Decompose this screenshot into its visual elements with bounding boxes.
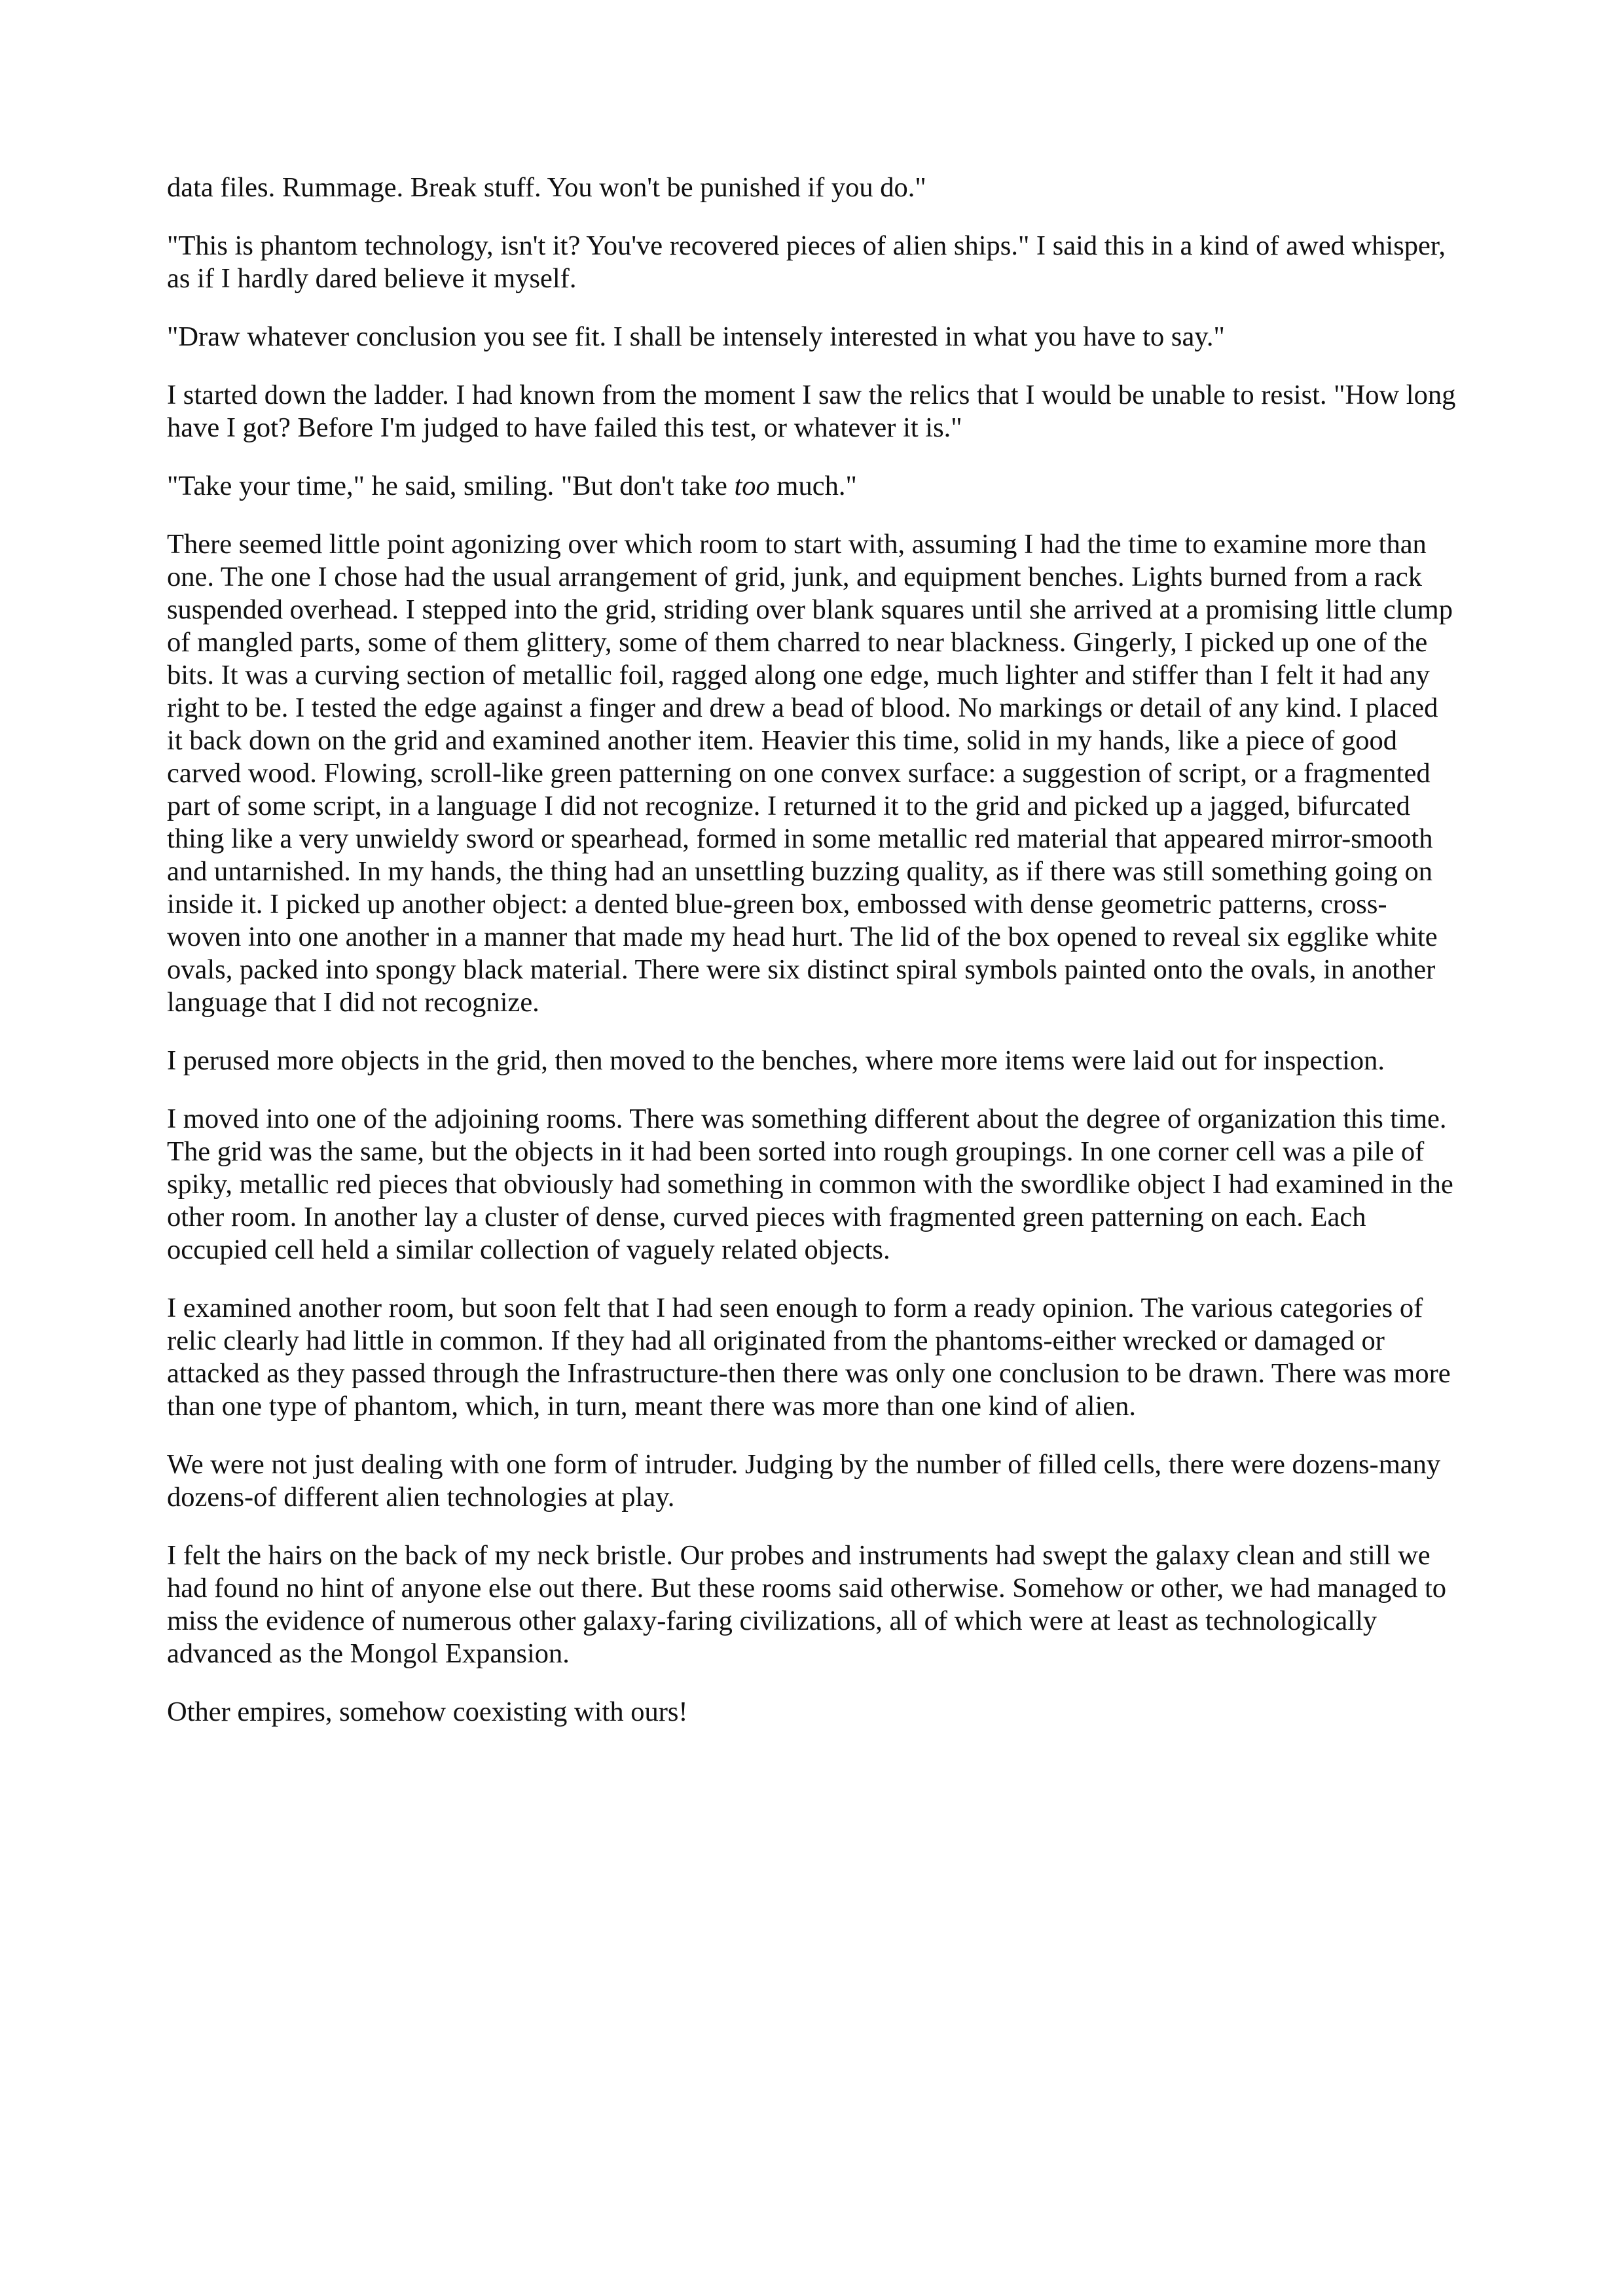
paragraph-5 (167, 470, 1460, 503)
paragraph-5-emphasis: too (734, 471, 770, 501)
paragraph-12: Other empires, somehow coexisting with ours! (167, 1696, 688, 1727)
paragraph-1: data files. Rummage. Break stuff. You won't be punished if you do." (167, 172, 926, 203)
paragraph-8: I moved into one of the adjoining rooms. There was something different about the degree of organization this time. The grid was the same, but the objects in it had been sorted into rough groupings. In one corner cell was a pile of spiky, metallic red pieces that obviously had something in common with the swordlike object I had examined in the other room. In another lay a cluster of dense, curved pieces with fragmented green patterning on each. Each occupied cell held a similar collection of vaguely related objects. (167, 1103, 1453, 1265)
paragraph-11: I felt the hairs on the back of my neck bristle. Our probes and instruments had swept the galaxy clean and still we had found no hint of anyone else out there. But these rooms said otherwise. Somehow or other, we had managed to miss the evidence of numerous other galaxy-faring civilizations, all of which were at least as technologically advanced as the Mongol Expansion. (167, 1540, 1447, 1669)
paragraph-5-after: much." (769, 471, 857, 501)
paragraph-9: I examined another room, but soon felt that I had seen enough to form a ready opinion. The various categories of relic clearly had little in common. If they had all originated from the phantoms-either wrecked or damaged or attacked as they passed through the Infrastructure-then there was only one conclusion to be drawn. There was more than one type of phantom, which, in turn, meant there was more than one kind of alien. (167, 1293, 1451, 1422)
paragraph-3: "Draw whatever conclusion you see fit. I shall be intensely interested in what you have to say." (167, 321, 1225, 352)
paragraph-6: There seemed little point agonizing over which room to start with, assuming I had the time to examine more than one. The one I chose had the usual arrangement of grid, junk, and equipment benches. Lights burned from a rack suspended overhead. I stepped into the grid, striding over blank squares until she arrived at a promising little clump of mangled parts, some of them glittery, some of them charred to near blackness. Gingerly, I picked up one of the bits. It was a curving section of metallic foil, ragged along one edge, much lighter and stiffer than I felt it had any right to be. I tested the edge against a finger and drew a bead of blood. No markings or detail of any kind. I placed it back down on the grid and examined another item. Heavier this time, solid in my hands, like a piece of good carved wood. Flowing, scroll-like green patterning on one convex surface: a suggestion of script, or a fragmented part of some script, in a language I did not recognize. I returned it to the grid and picked up a jagged, bifurcated thing like a very unwieldy sword or spearhead, formed in some metallic red material that appeared mirror-smooth and untarnished. In my hands, the thing had an unsettling buzzing quality, as if there was still something going on inside it. I picked up another object: a dented blue-green box, embossed with dense geometric patterns, cross-woven into one another in a manner that made my head hurt. The lid of the box opened to reveal six egglike white ovals, packed into spongy black material. There were six distinct spiral symbols painted onto the ovals, in another language that I did not recognize. (167, 529, 1453, 1018)
paragraph-5-before: "Take your time," he said, smiling. "But don't take (167, 471, 735, 501)
paragraph-4: I started down the ladder. I had known from the moment I saw the relics that I would be unable to resist. "How long have I got? Before I'm judged to have failed this test, or whatever it is." (167, 380, 1456, 443)
paragraph-10: We were not just dealing with one form of intruder. Judging by the number of filled cells, there were dozens-many dozens-of different alien technologies at play. (167, 1449, 1441, 1513)
paragraph-7: I perused more objects in the grid, then moved to the benches, where more items were laid out for inspection. (167, 1045, 1385, 1076)
document-page (167, 171, 1460, 1754)
paragraph-2: "This is phantom technology, isn't it? You've recovered pieces of alien ships." I said this in a kind of awed whisper, as if I hardly dared believe it myself. (167, 230, 1446, 294)
